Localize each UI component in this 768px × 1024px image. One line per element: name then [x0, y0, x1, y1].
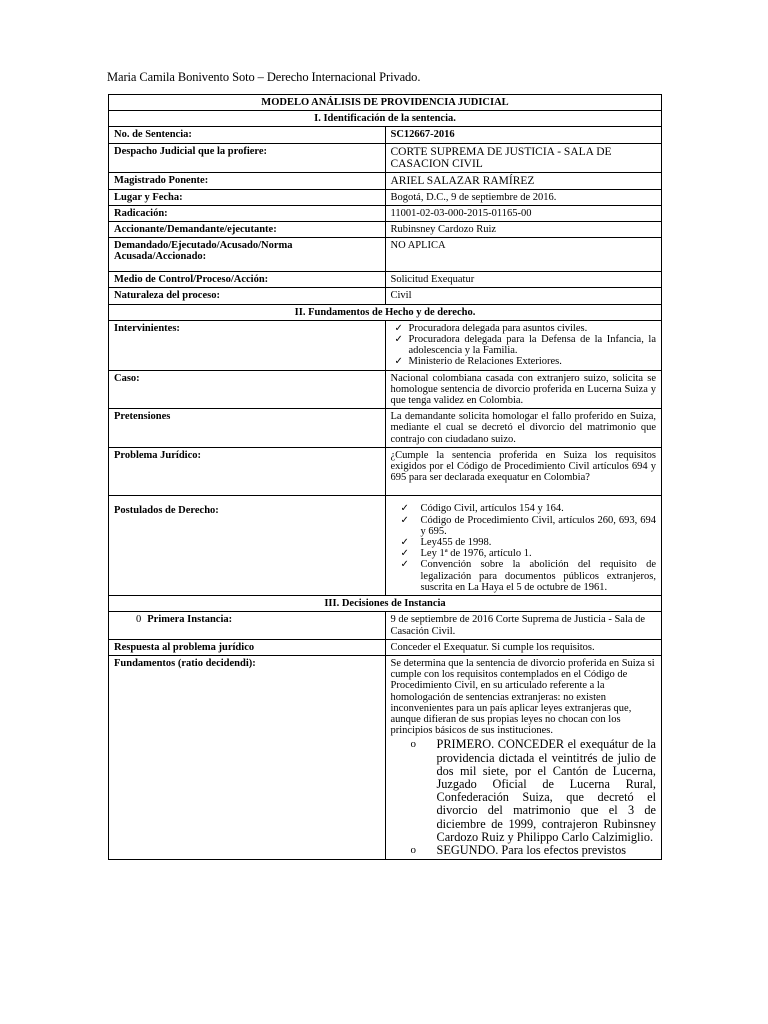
intervinientes-list [391, 323, 657, 368]
value-no-sentencia: SC12667-2016 [385, 127, 662, 143]
checkmark-icon: ✓ [400, 514, 409, 526]
label-intervinientes: Intervinientes: [109, 320, 386, 370]
label-problema-juridico: Problema Jurídico: [109, 447, 386, 496]
list-item: o PRIMERO. CONCEDER el exequátur de la providencia dictada el veintitrés de julio de dos mil siete, por el Cantón de Lucerna, Juzgado Oficial de Lucerna Rural, Confederación Suiza, que decretó el divorcio del matrimonio que el 3 de diciembre de 1999, contrajeron Rubinsney Cardozo Ruiz y Philippo Carlo Calzimiglio. [410, 737, 656, 844]
fundamentos-text: Se determina que la sentencia de divorcio proferida en Suiza si cumple con los requisitos contemplados en el Código de Procedimiento Civil, en su articulado referente a la homologación de sentencias extranjeras: no existen inconvenientes para un país aplicar leyes extranjeras que, aunque difieran de sus propias leyes no chocan con los principios básicos de sus instituciones. [390, 657, 655, 737]
checkmark-icon: ✓ [400, 537, 409, 549]
row-radicacion [109, 205, 662, 221]
section-decisiones: III. Decisiones de Instancia [109, 596, 662, 612]
row-respuesta [109, 639, 662, 655]
row-accionante [109, 222, 662, 238]
label-lugar-fecha: Lugar y Fecha: [109, 189, 386, 205]
section-fundamentos: II. Fundamentos de Hecho y de derecho. [109, 304, 662, 320]
row-medio-control [109, 272, 662, 288]
label-primera-instancia: 0 Primera Instancia: [109, 612, 386, 639]
value-respuesta: Conceder el Exequatur. Si cumple los requisitos. [385, 639, 662, 655]
label-radicacion: Radicación: [109, 205, 386, 221]
checkmark-icon: ✓ [400, 503, 409, 515]
bullet-mark: 0 [136, 614, 142, 626]
list-item: ✓ Ley455 de 1998. [400, 537, 492, 549]
list-item: ✓ Código Civil, artículos 154 y 164. [400, 503, 564, 515]
value-medio-control: Solicitud Exequatur [385, 272, 662, 288]
value-radicacion: 11001-02-03-000-2015-01165-00 [385, 205, 662, 221]
value-problema-juridico: ¿Cumple la sentencia proferida en Suiza los requisitos exigidos por el Código de Procedimiento Civil artículos 694 y 695 para ser declarada exequatur en Colombia? [385, 447, 662, 496]
value-magistrado: ARIEL SALAZAR RAMÍREZ [385, 172, 662, 189]
row-pretensiones [109, 409, 662, 448]
section-header-row [109, 111, 662, 127]
section-header-row [109, 304, 662, 320]
row-intervinientes [109, 320, 662, 370]
value-primera-instancia: 9 de septiembre de 2016 Corte Suprema de Justicia - Sala de Casación Civil. [385, 612, 662, 639]
label-medio-control: Medio de Control/Proceso/Acción: [109, 272, 386, 288]
label-magistrado: Magistrado Ponente: [109, 172, 386, 189]
postulados-list [391, 503, 657, 593]
checkmark-icon: ✓ [400, 559, 409, 571]
value-accionante: Rubinsney Cardozo Ruiz [385, 222, 662, 238]
value-despacho: CORTE SUPREMA DE JUSTICIA - SALA DE CASACION CIVIL [385, 143, 662, 172]
label-postulados: Postulados de Derecho: [109, 496, 386, 596]
judicial-analysis-form [108, 94, 662, 860]
row-primera-instancia [109, 612, 662, 639]
value-postulados [385, 496, 662, 596]
checkmark-icon: ✓ [400, 548, 409, 560]
resolutivos-list [391, 738, 657, 857]
row-lugar-fecha [109, 189, 662, 205]
list-item: ✓ Ley 1ª de 1976, artículo 1. [400, 548, 532, 560]
value-naturaleza: Civil [385, 288, 662, 304]
list-item: ✓ Ministerio de Relaciones Exteriores. [394, 356, 562, 368]
list-item: ✓ Procuradora delegada para la Defensa de la Infancia, la adolescencia y la Familia. [394, 334, 656, 357]
label-pretensiones: Pretensiones [109, 409, 386, 448]
row-no-sentencia [109, 127, 662, 143]
bullet-mark: o [410, 738, 416, 751]
label-respuesta: Respuesta al problema jurídico [109, 639, 386, 655]
value-demandado: NO APLICA [385, 238, 662, 272]
form-title: MODELO ANÁLISIS DE PROVIDENCIA JUDICIAL [109, 95, 662, 111]
label-demandado: Demandado/Ejecutado/Acusado/Norma Acusada/Accionado: [109, 238, 386, 272]
list-item: ✓ Procuradora delegada para asuntos civiles. [394, 322, 588, 334]
label-caso: Caso: [109, 370, 386, 409]
row-postulados [109, 496, 662, 596]
value-fundamentos [385, 655, 662, 859]
row-caso [109, 370, 662, 409]
label-naturaleza: Naturaleza del proceso: [109, 288, 386, 304]
value-pretensiones: La demandante solicita homologar el fallo proferido en Suiza, mediante el cual se decretó el divorcio del matrimonio que contrajo con ciudadano suizo. [385, 409, 662, 448]
checkmark-icon: ✓ [394, 334, 403, 346]
section-identificacion: I. Identificación de la sentencia. [109, 111, 662, 127]
label-despacho: Despacho Judicial que la profiere: [109, 143, 386, 172]
list-item: o SEGUNDO. Para los efectos previstos [410, 842, 627, 857]
label-no-sentencia: No. de Sentencia: [109, 127, 386, 143]
row-despacho [109, 143, 662, 172]
list-item: ✓ Código de Procedimiento Civil, artículos 260, 693, 694 y 695. [400, 514, 656, 537]
document-author-line: Maria Camila Bonivento Soto – Derecho Internacional Privado. [107, 70, 421, 84]
label-accionante: Accionante/Demandante/ejecutante: [109, 222, 386, 238]
value-caso: Nacional colombiana casada con extranjero suizo, solicita se homologue sentencia de divorcio proferida en Lucerna Suiza y que tenga validez en Colombia. [385, 370, 662, 409]
list-item: ✓ Convención sobre la abolición del requisito de legalización para documentos públicos extranjeros, suscrita en La Haya el 5 de octubre de 1961. [400, 559, 656, 593]
checkmark-icon: ✓ [394, 356, 403, 368]
bullet-mark: o [410, 843, 416, 856]
value-intervinientes [385, 320, 662, 370]
title-row [109, 95, 662, 111]
checkmark-icon: ✓ [394, 322, 403, 334]
row-fundamentos [109, 655, 662, 859]
row-demandado [109, 238, 662, 272]
value-lugar-fecha: Bogotá, D.C., 9 de septiembre de 2016. [385, 189, 662, 205]
row-problema-juridico [109, 447, 662, 496]
label-fundamentos: Fundamentos (ratio decidendi): [109, 655, 386, 859]
row-magistrado [109, 172, 662, 189]
section-header-row [109, 596, 662, 612]
row-naturaleza [109, 288, 662, 304]
